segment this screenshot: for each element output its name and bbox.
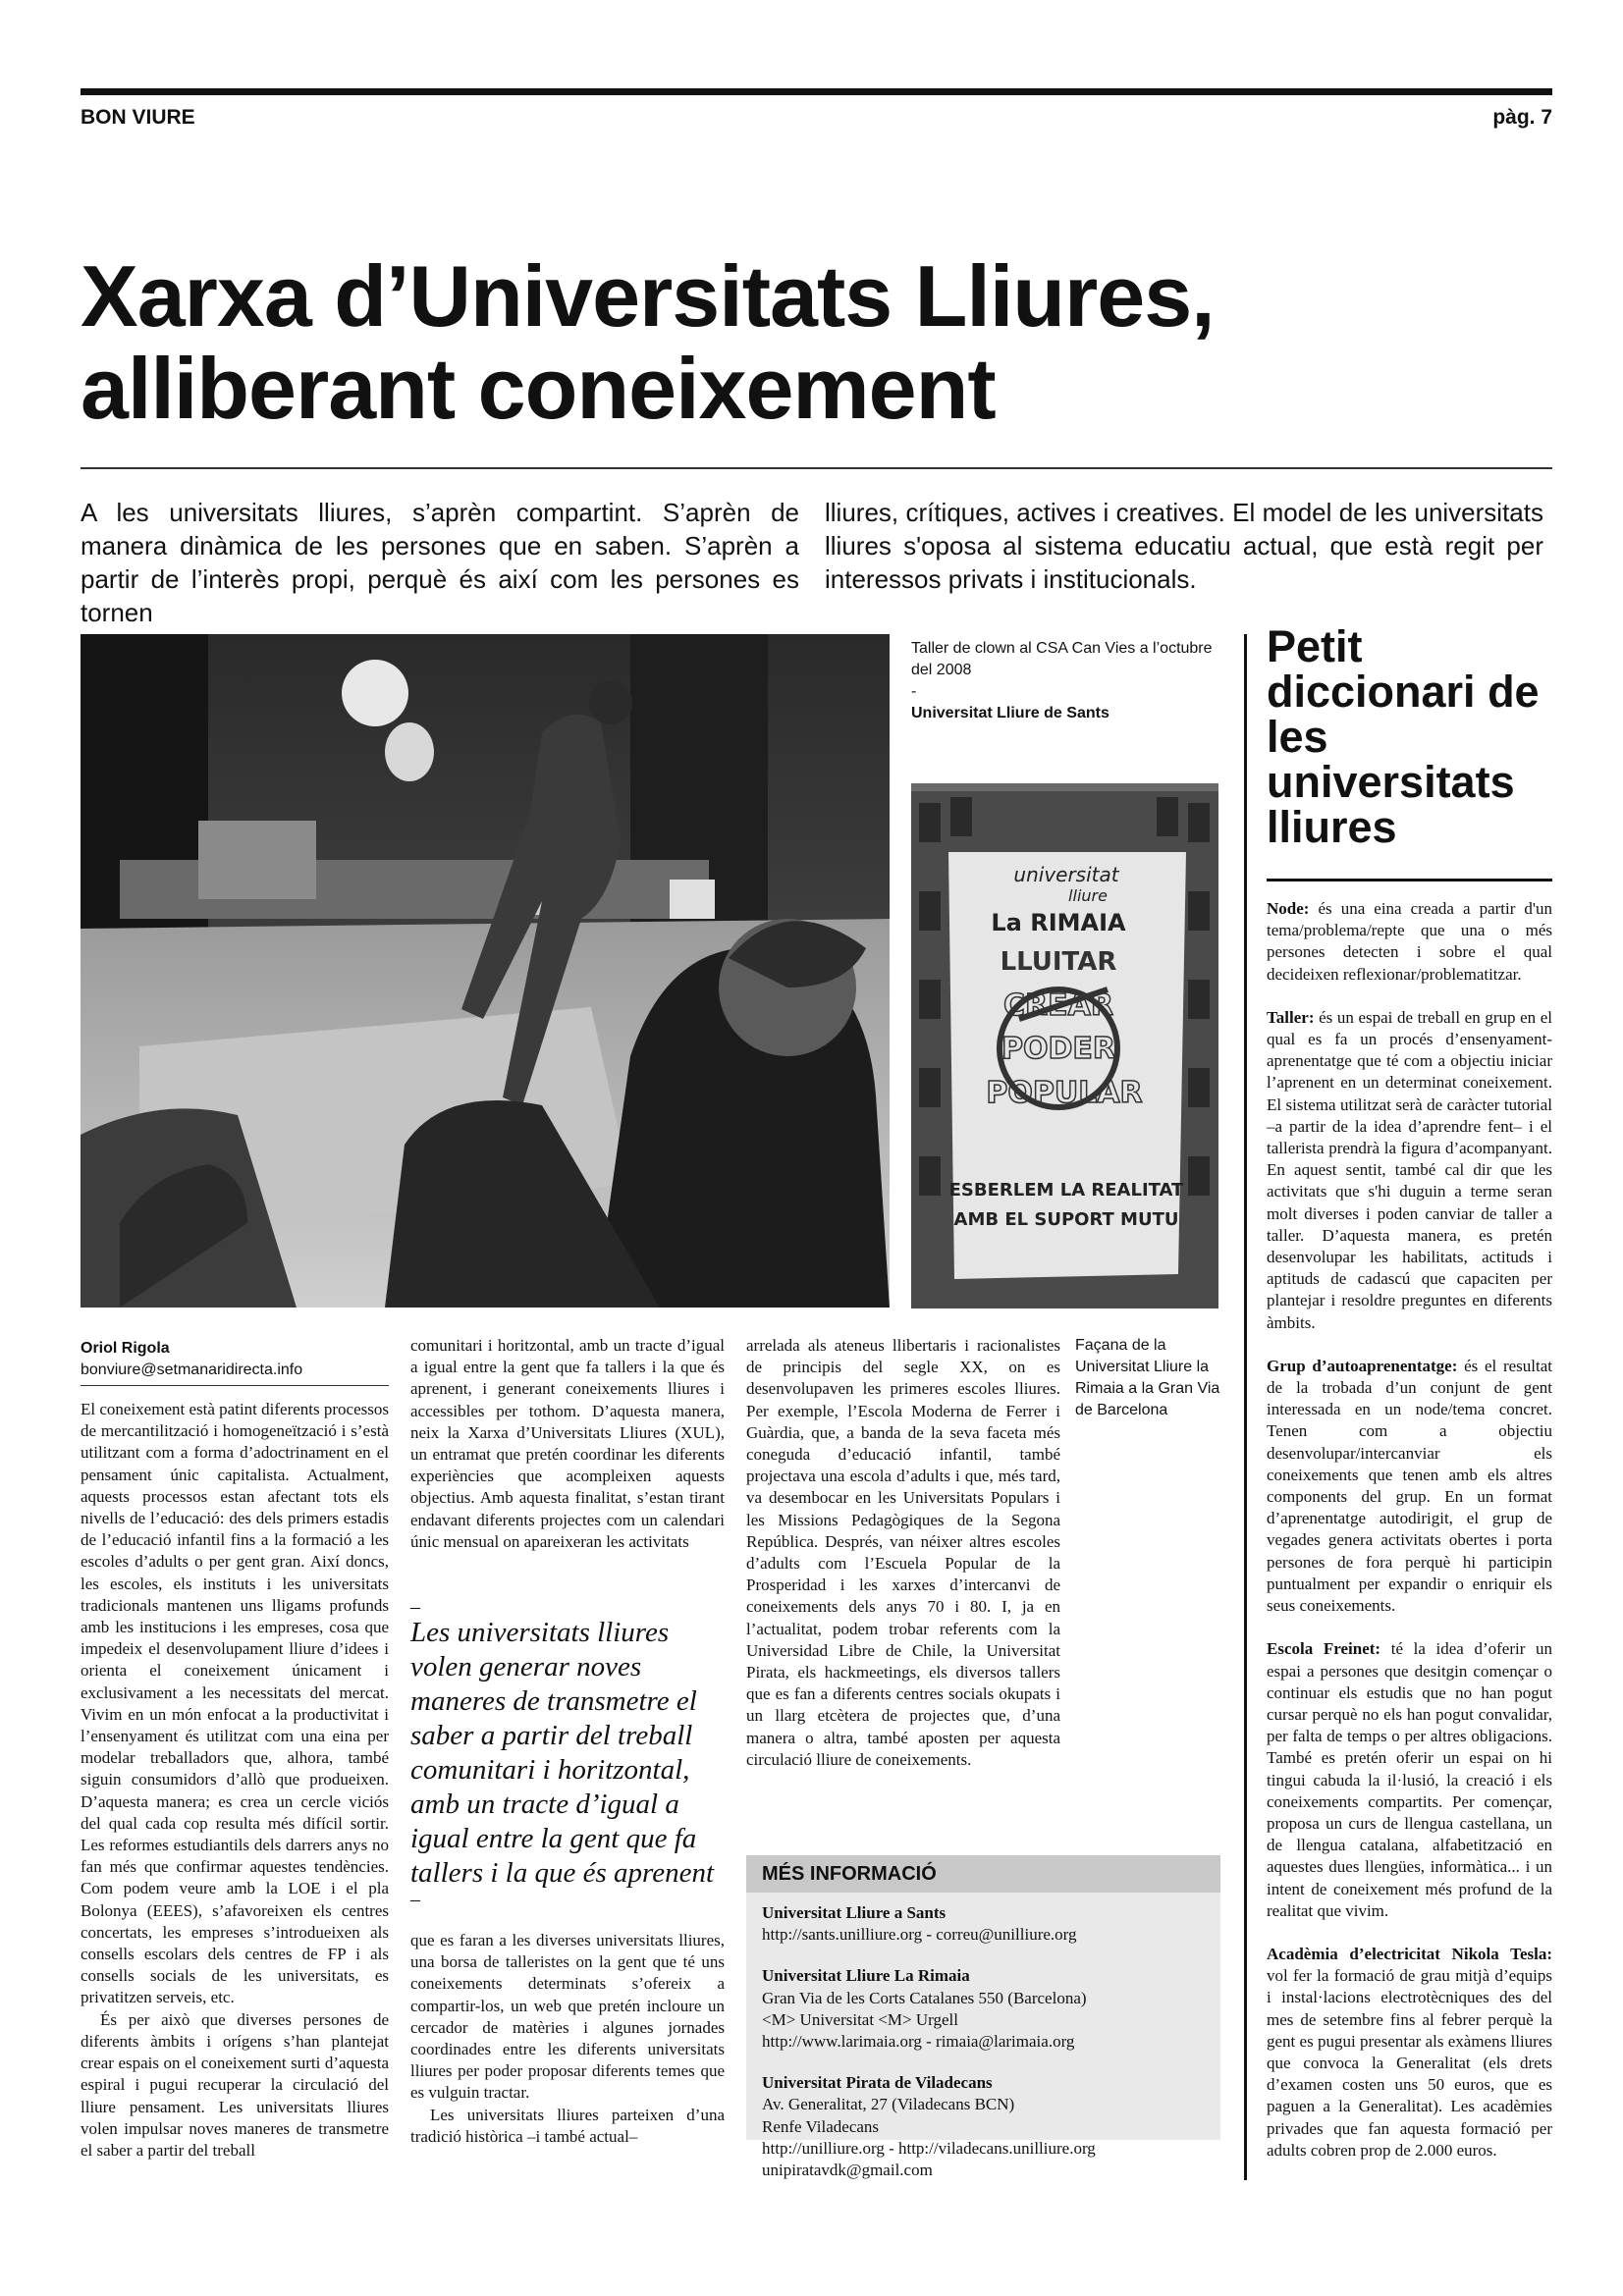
entry-transport: Renfe Viladecans [762, 2116, 880, 2136]
pull-quote-text: Les universitats lliures volen generar noves maneres de transmetre el saber a partir del treball comunitari i horitzontal, amb un tracte d’igual a igual entre la gent que fa tallers i la que és aprenent [410, 1617, 715, 1889]
photo-caption-dash: - [911, 683, 917, 700]
facade-caption: Façana de la Universitat Lliure la Rimaia a la Gran Via de Barcelona [1075, 1337, 1220, 1418]
entry-metro: <M> Universitat <M> Urgell [762, 2009, 958, 2029]
more-info-entry [762, 2072, 1209, 2181]
lead-paragraph-right: lliures, crítiques, actives i creatives. El model de les universitats lliures s'oposa al sistema educatiu actual, que està regit per interessos privats i institucionals. [825, 498, 1543, 594]
dict-term: Grup d’autoaprenentatge: [1267, 1356, 1458, 1375]
entry-title: Universitat Lliure a Sants [762, 1903, 947, 1922]
more-info-entry [762, 1902, 1209, 1946]
dict-definition: és un espai de treball en grup en el qual es fa un procés d’ensenyament-aprenentatge que té com a objectiu iniciar l’aprenent en un determinat coneixement. El sistema utilitzat serà de caràcter tutorial –a partir de la idea d’aprendre fent– i el tallerista prendrà la figura d’acompanyant. En aquest sentit, també cal dir que les activitats que s'hi duguin a terme seran molt diverses i poden canviar de taller a taller. D’aquesta manera, es pretén desenvolupar les habilitats, actituds i aptituds de cadascú que capaciten per plantejar i resoldre preguntes en diferents àmbits. [1267, 1007, 1553, 1332]
body-paragraph: El coneixement està patint diferents processos de mercantilització i homogeneïtzació i s’està utilitzant com a forma d’adoctrinament en el pensament únic capitalista. Actualment, aquests processos estan afectant tots els nivells de l’educació: des dels primers estadis de l’educació infantil fins a la formació a les escoles d’adults o per gent gran. Així doncs, les escoles, els instituts i les universitats tradicionals mantenen uns lligams profunds amb les institucions i les empreses, cosa que impedeix el desenvolupament lliure d’idees i orienta el coneixement únicament i exclusivament a les necessitats del mercat. Vivim en un món enfocat a la productivitat i l’ensenyament és utilitzat com una eina per modelar treballadors que, alhora, també siguin consumidors d’allò que produeixen. D’aquesta manera; es crea un cercle viciós del qual cada cop resulta més difícil sortir. Les reformes estudiantils dels darrers anys no fan més que confirmar aquestes tendències. Com podem veure amb la LOE i el pla Bolonya (EEES), s’afavoreixen els centres concertats, les empreses s’introdueixen als consells escolars dels centres de FP i als consells socials de les universitats, es privatitzen serveis, etc. [81, 1400, 389, 2007]
author-name: Oriol Rigola [81, 1340, 170, 1357]
entry-title: Universitat Lliure La Rimaia [762, 1966, 970, 1986]
dict-term: Acadèmia d’electricitat Nikola Tesla: [1267, 1944, 1552, 1963]
section-label: BON VIURE [81, 106, 195, 129]
entry-link[interactable]: http://unilliure.org - http://viladecans.unilliure.org [762, 2138, 1096, 2158]
dictionary-title-rule [1267, 879, 1552, 881]
more-info-entry [762, 1965, 1209, 2053]
dict-entry-grup [1267, 1356, 1552, 1617]
headline-line-1: Xarxa d’Universitats Lliures, [81, 247, 1215, 345]
dictionary-title: Petit diccionari de les universitats lliures [1267, 621, 1540, 852]
page-number: pàg. 7 [1492, 106, 1552, 129]
entry-title: Universitat Pirata de Viladecans [762, 2073, 993, 2093]
dict-entry-taller [1267, 1007, 1552, 1334]
body-column-2-bottom [410, 1930, 725, 2148]
dict-entry-freinet [1267, 1638, 1552, 1922]
body-column-2-top [410, 1335, 725, 1553]
dictionary-list [1267, 898, 1552, 2183]
banner-text-9: AMB EL SUPORT MUTU [953, 1209, 1179, 1230]
photo-caption [911, 638, 1225, 724]
pull-quote-dash-top: – [410, 1596, 420, 1618]
headline [81, 247, 1552, 437]
byline [81, 1338, 395, 1381]
photo-facade-banner [911, 783, 1218, 1308]
banner-text-3: La RIMAIA [991, 909, 1126, 936]
more-info-title: MÉS INFORMACIÓ [746, 1855, 1220, 1893]
photo-caption-text: Taller de clown al CSA Can Vies a l’octubre del 2008 [911, 640, 1213, 678]
lead-paragraph-left: A les universitats lliures, s’aprèn compartint. S’aprèn de manera dinàmica de les persones que en saben. S’aprèn a partir de l’interès propi, perquè és així com les persones es tornen [81, 498, 799, 627]
body-paragraph: comunitari i horitzontal, amb un tracte d’igual a igual entre la gent que fa tallers i la que és aprenent, i generant coneixements lliures i accessibles per tothom. D’aquesta manera, neix la Xarxa d’Universitats Lliures (XUL), un entramat que pretén coordinar les diferents experiències que acompleixen aquests objectius. Amb aquesta finalitat, s’estan tirant endavant diferents projectes com un calendari únic mensual on apareixeran les activitats [410, 1336, 725, 1551]
dict-definition: és el resultat de la trobada d’un conjunt de gent interessada en un node/tema concret. Tenen com a objectiu desenvolupar/intercanviar els coneixements que tenen amb els altres components del grup. En un format d’aprenentatge autodirigit, el grup de vegades genera activitats obertes i porta persones de fora perquè hi participin puntualment per expandir o enriquir els seus coneixements. [1267, 1356, 1553, 1616]
dict-term: Taller: [1267, 1007, 1315, 1027]
photo-credit: Universitat Lliure de Sants [911, 705, 1109, 721]
entry-address: Av. Generalitat, 27 (Viladecans BCN) [762, 2095, 1015, 2114]
pull-quote-dash-bottom: – [410, 1889, 420, 1910]
dict-term: Node: [1267, 899, 1310, 918]
dict-entry-node [1267, 898, 1552, 986]
dict-definition: és una eina creada a partir d'un tema/problema/repte que una o més persones detecten i sobre el qual decideixen reflexionar/problematitzar. [1267, 899, 1552, 984]
body-paragraph: És per això que diverses persones de diferents àmbits i orígens s’han plantejat crear espais on el coneixement surti d’aquesta espiral i pugui recuperar la circulació del lliure pensament. Les universitats lliures volen impulsar noves maneres de transmetre el saber a partir del treball [81, 2009, 389, 2160]
byline-rule [81, 1385, 389, 1386]
body-paragraph: arrelada als ateneus llibertaris i racionalistes de principis del segle XX, on es desenvolupaven les primeres escoles lliures. Per exemple, l’Escola Moderna de Ferrer i Guàrdia, que, a banda de la seva faceta més coneguda d’educació infantil, també projectava una escola d’adults i que, més tard, va desembocar en les Universitats Populars i les Missions Pedagògiques de la Segona República. Després, van néixer altres escoles d’adults com l’Escuela Popular de la Prosperidad i les xarxes d’intercanvi de coneixements dels anys 70 i 80. I, ja en l’actualitat, podem trobar referents com la Universidad Libre de Chile, la Universitat Pirata, els hackmeetings, els diversos tallers que es fan a diferents centres socials okupats i un llarg etcètera de projectes que, d’una manera o altra, també aposten per aquesta circulació lliure de coneixements. [746, 1336, 1060, 1769]
dict-definition: vol fer la formació de grau mitjà d’equips i instal·lacions electrotècniques des del mes de setembre fins al febrer perquè la gent es pugui presentar als exàmens lliures que convoca la Generalitat (els drets d’examen costen uns 50 euros, que es paguen a la Generalitat). Les acadèmies privades que fan aquesta formació per adults cobren prop de 2.000 euros. [1267, 1966, 1552, 2160]
banner-text-1: universitat [1013, 863, 1119, 886]
pull-quote [410, 1598, 725, 1908]
headline-rule [81, 467, 1552, 469]
dict-entry-academia [1267, 1944, 1552, 2162]
banner-text-5: CREAR [1003, 988, 1113, 1023]
more-info-list [762, 1902, 1209, 2201]
dict-definition: té la idea d’oferir un espai a persones que desitgin començar o continuar els estudis que no han pogut cursar perquè no els han pogut convalidar, per falta de temps o per altres obligacions. També es pretén oferir un espai on hi tingui cabuda la il·lusió, la creació i els coneixements compartits. Per començar, proposa un curs de llengua castellana, un de llengua catalana, alfabetització en aquestes dues llengües, informàtica... i un intent de coneixement més profund de la realitat que vivim. [1267, 1639, 1553, 1920]
banner-text-7: POPULAR [986, 1076, 1143, 1110]
dict-term: Escola Freinet: [1267, 1639, 1381, 1659]
body-column-1 [81, 1399, 389, 2162]
banner-text-6: PODER [1001, 1032, 1115, 1066]
banner-text-2: lliure [1068, 886, 1108, 905]
headline-line-2: alliberant coneixement [81, 340, 996, 437]
body-paragraph: que es faran a les diverses universitats lliures, una borsa de talleristes on la gent que té uns coneixements determinats s’ofereix a compartir-los, un web que pretén incloure un cercador de matèries i algunes jornades coordinades entre les diferents universitats lliures per poder proposar diferents temes que es vulguin tractar. [410, 1931, 725, 2103]
entry-link[interactable]: http://www.larimaia.org - rimaia@larimaia.org [762, 2032, 1075, 2052]
body-paragraph: Les universitats lliures parteixen d’una tradició històrica –i també actual– [410, 2105, 725, 2146]
top-rule [81, 88, 1552, 95]
photo-clown-workshop [81, 634, 890, 1308]
entry-address: Gran Via de les Corts Catalanes 550 (Barcelona) [762, 1988, 1087, 2007]
sidebar-rule [1244, 634, 1247, 2180]
author-email[interactable]: bonviure@setmanaridirecta.info [81, 1362, 303, 1378]
banner-text-8: ESBERLEM LA REALITAT [948, 1180, 1184, 1201]
banner-text-4: LLUITAR [1000, 947, 1117, 977]
entry-link[interactable]: http://sants.unilliure.org - correu@unilliure.org [762, 1925, 1077, 1945]
entry-email[interactable]: unipiratavdk@gmail.com [762, 2161, 933, 2180]
